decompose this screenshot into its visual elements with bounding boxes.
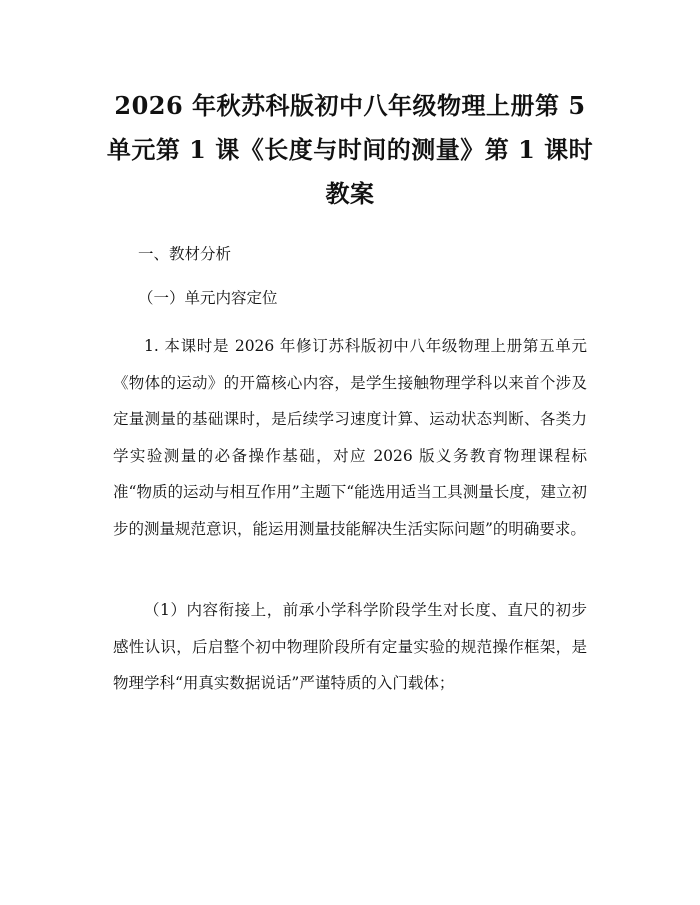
document-title: 2026 年秋苏科版初中八年级物理上册第 5 单元第 1 课《长度与时间的测量》第 1 课时教案 [106, 91, 594, 208]
subsection-heading: （一）单元内容定位 [138, 289, 278, 307]
section-heading: 一、教材分析 [138, 245, 232, 263]
body-paragraph-2: （1）内容衔接上，前承小学科学阶段学生对长度、直尺的初步感性认识，后启整个初中物理阶段所有定量实验的规范操作框架，是物理学科“用真实数据说话”严谨特质的入门载体； [113, 601, 587, 692]
body-paragraph-1: 1. 本课时是 2026 年修订苏科版初中八年级物理上册第五单元《物体的运动》的开篇核心内容，是学生接触物理学科以来首个涉及定量测量的基础课时，是后续学习速度计算、运动状态判断、各类力学实验测量的必备操作基础，对应 2026 版义务教育物理课程标准“物质的运动与相互作用”主题下“能选用适当工具测量长度，建立初步的测量规范意识，能运用测量技能解决生活实际问题”的明确要求。 [113, 337, 587, 538]
